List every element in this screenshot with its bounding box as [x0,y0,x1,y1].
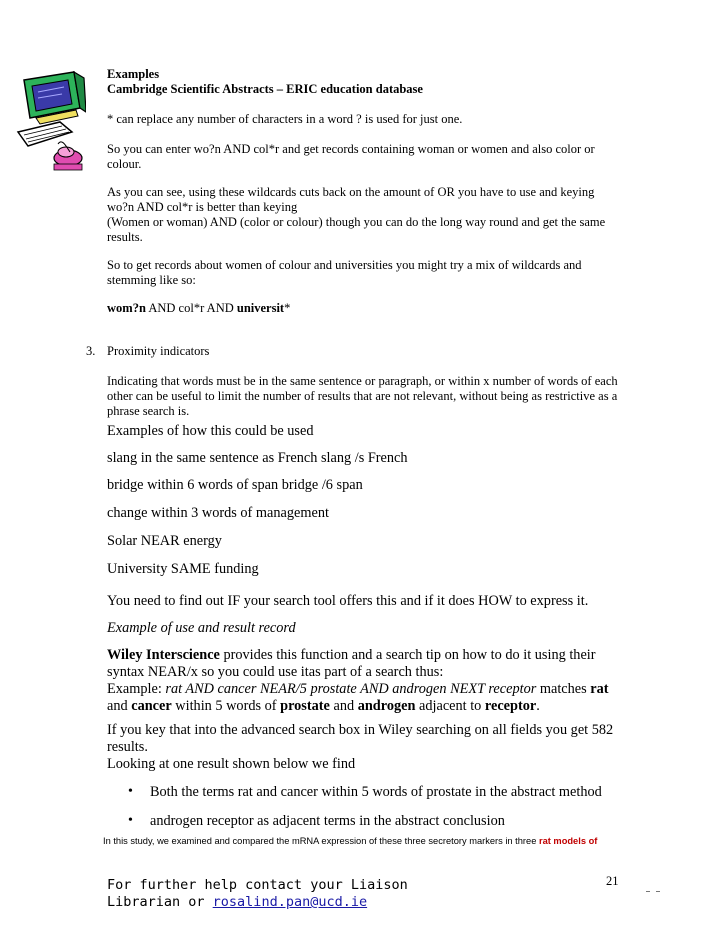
wildcard-paragraph-2-line-2: wo?n AND col*r is better than keying [107,200,298,214]
bullet-item-1: Both the terms rat and cancer within 5 words of prostate in the abstract method [150,784,602,800]
wildcard-paragraph-2-line-1: As you can see, using these wildcards cuts back on the amount of OR you have to use and keying [107,185,595,199]
bullet-item-2: androgen receptor as adjacent terms in the abstract conclusion [150,813,505,829]
bullet-icon: • [128,813,133,828]
wiley-end: . [536,698,540,714]
wiley-adjacent: adjacent to [415,698,485,714]
wiley-within: within 5 words of [171,698,281,714]
wiley-name: Wiley Interscience [107,647,220,663]
example-query [107,301,627,316]
result-paragraph-line-1: If you key that into the advanced search box in Wiley searching on all fields you get 582 results. [107,722,614,755]
examples-heading: Examples [107,67,160,81]
result-paragraph-line-2: Looking at one result shown below we find [107,756,356,772]
examples-subheading: Cambridge Scientific Abstracts – ERIC education database [107,82,423,96]
decorative-dashes [646,891,664,893]
proximity-example-3: change within 3 words of management [107,505,329,521]
proximity-example-2: bridge within 6 words of span bridge /6 span [107,477,363,493]
section-title: Proximity indicators [107,344,210,358]
proximity-example-1: slang in the same sentence as French slang /s French [107,450,408,466]
section-number: 3. [86,344,96,358]
proximity-intro: Indicating that words must be in the same sentence or paragraph, or within x number of words of each other can be useful to limit the number of results that are not relevant, without being as restrictive as a phrase search is. [107,374,618,418]
wiley-term-androgen: androgen [357,698,416,714]
footer-email-link[interactable]: rosalind.pan@ucd.ie [212,894,368,910]
proximity-example-4: Solar NEAR energy [107,533,222,549]
wildcard-paragraph-3: So to get records about women of colour and universities you might try a mix of wildcards and stemming like so: [107,258,582,287]
footer-help-prefix: Librarian or [107,894,213,910]
examples-of-use-heading: Examples of how this could be used [107,423,314,439]
page-number: 21 [606,874,619,888]
example-query-part-4: * [284,301,291,315]
wiley-matches: matches [536,681,591,697]
wildcard-note: * can replace any number of characters in a word ? is used for just one. [107,112,463,126]
abstract-highlight: rat models of [538,836,598,846]
bullet-icon: • [128,784,133,799]
wiley-term-cancer: cancer [131,698,172,714]
example-query-part-2: AND col*r AND [145,301,237,315]
footer-help-line-1: For further help contact your Liaison [107,877,408,893]
wiley-paragraph [107,647,627,715]
example-query-part-1: wom?n [107,301,146,315]
wiley-term-prostate: prostate [280,698,330,714]
abstract-snippet [103,836,597,846]
wiley-example-query: rat AND cancer NEAR/5 prostate AND androgen NEXT receptor [165,681,537,697]
abstract-snippet-text: In this study, we examined and compared the mRNA expression of these three secretory markers in three [103,836,539,846]
wiley-example-label: Example: [107,681,166,697]
wiley-term-rat: rat [590,681,609,697]
wildcard-paragraph-2-line-3: (Women or woman) AND (color or colour) though you can do the long way round and get the same results. [107,215,606,244]
proximity-example-5: University SAME funding [107,561,259,577]
example-of-use-heading: Example of use and result record [107,620,296,636]
wiley-and-1: and [107,698,132,714]
wildcard-paragraph-1: So you can enter wo?n AND col*r and get records containing woman or women and also color or colour. [107,142,595,171]
wiley-and-2: and [329,698,358,714]
example-query-part-3: universit [236,301,285,315]
find-out-note: You need to find out IF your search tool offers this and if it does HOW to express it. [107,593,589,609]
wiley-text: provides this function and a search tip on how to do it using their syntax NEAR/x so you could use itas part of a search thus: [107,647,596,680]
computer-clipart-icon [14,66,86,176]
wiley-term-receptor: receptor [484,698,537,714]
footer-help-line-2 [107,893,367,911]
